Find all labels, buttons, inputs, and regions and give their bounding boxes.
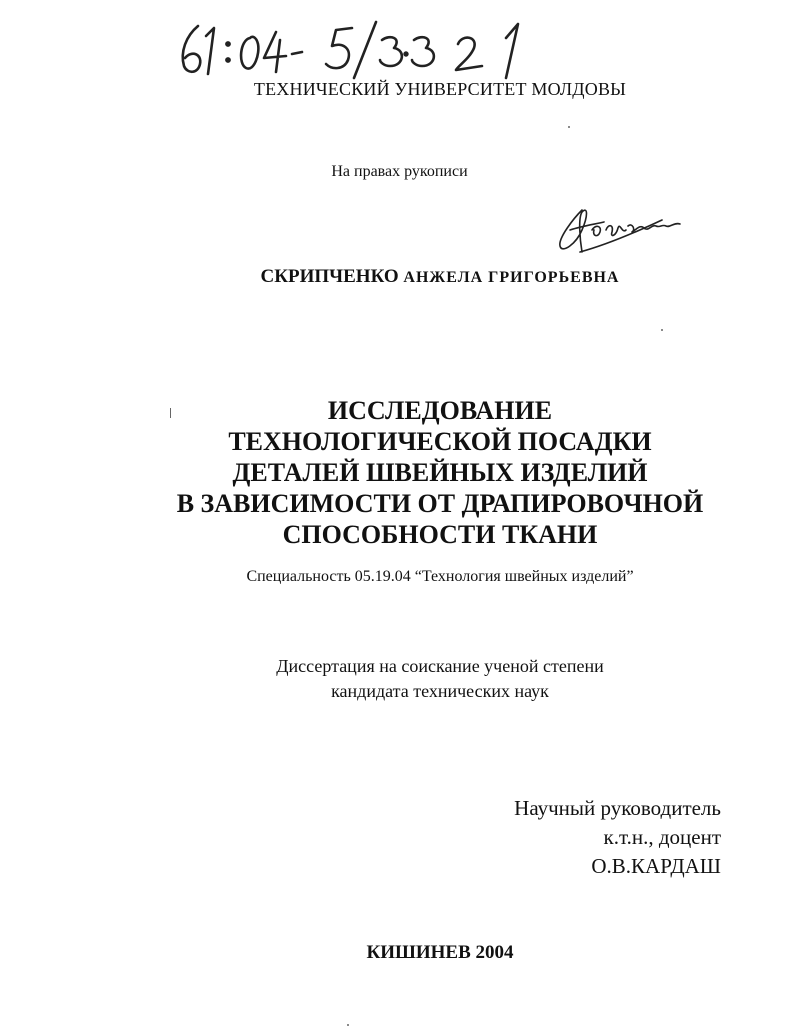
degree-line: кандидата технических наук [331, 681, 549, 701]
title-line: ДЕТАЛЕЙ ШВЕЙНЫХ ИЗДЕЛИЙ [232, 458, 648, 487]
supervisor-degree: к.т.н., доцент [603, 825, 721, 849]
scan-speck [661, 329, 663, 331]
author-surname: СКРИПЧЕНКО [260, 266, 399, 287]
university-name: ТЕХНИЧЕСКИЙ УНИВЕРСИТЕТ МОЛДОВЫ [253, 79, 627, 99]
title-line: ИССЛЕДОВАНИЕ [327, 396, 553, 425]
supervisor-block [514, 794, 721, 881]
degree-statement [0, 654, 799, 704]
specialty: Специальность 05.19.04 “Технология швейных изделий” [246, 568, 634, 585]
scan-speck [347, 1024, 349, 1026]
dissertation-title [0, 395, 799, 550]
handwritten-archive-code [176, 14, 576, 84]
supervisor-name: О.В.КАРДАШ [591, 854, 721, 878]
scan-speck [170, 408, 171, 418]
title-line: В ЗАВИСИМОСТИ ОТ ДРАПИРОВОЧНОЙ [176, 489, 704, 518]
author-given-names: АНЖЕЛА ГРИГОРЬЕВНА [403, 269, 620, 286]
author-signature [552, 200, 692, 260]
degree-line: Диссертация на соискание ученой степени [276, 656, 604, 676]
scan-speck [568, 126, 570, 128]
supervisor-role: Научный руководитель [514, 796, 721, 820]
title-line: СПОСОБНОСТИ ТКАНИ [282, 520, 598, 549]
rights-note: На правах рукописи [331, 163, 468, 180]
author-name [0, 266, 799, 288]
city-year: КИШИНЕВ 2004 [366, 942, 514, 963]
title-line: ТЕХНОЛОГИЧЕСКОЙ ПОСАДКИ [228, 427, 652, 456]
